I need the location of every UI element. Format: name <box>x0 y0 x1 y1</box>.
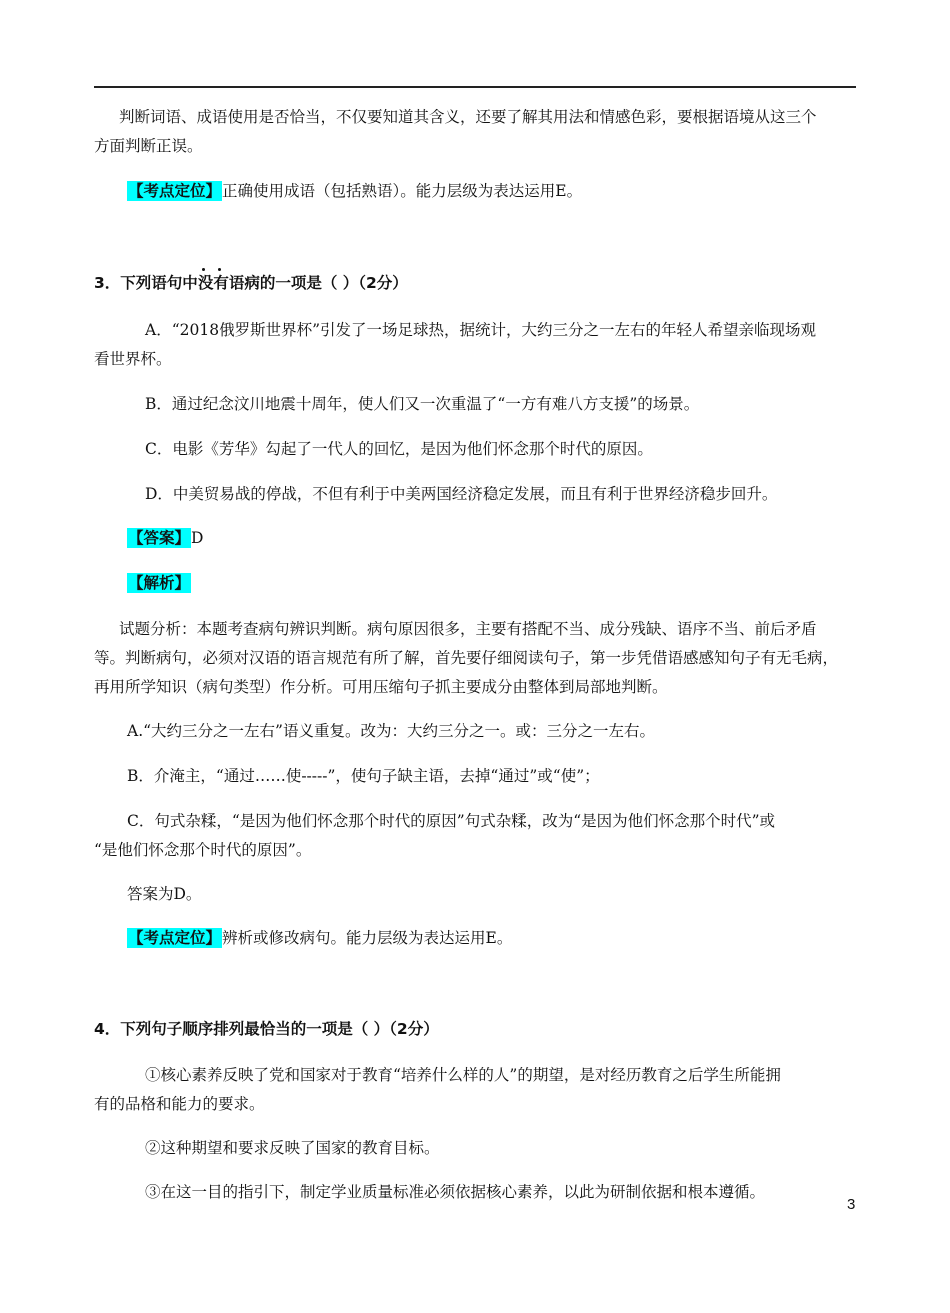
option-d: D．中美贸易战的停战，不但有利于中美两国经济稳定发展，而且有利于世界经济稳步回升。 <box>145 485 778 503</box>
sentence-1-line-1: ①核心素养反映了党和国家对于教育“培养什么样的人”的期望，是对经历教育之后学生所能拥 <box>145 1066 781 1084</box>
analysis-line-2: 等。判断病句，必须对汉语的语言规范有所了解，首先要仔细阅读句子，第一步凭借语感感知句子有无毛病， <box>94 649 839 667</box>
option-a-line-1: A．“2018俄罗斯世界杯”引发了一场足球热，据统计，大约三分之一左右的年轻人希望亲临现场观 <box>145 321 816 339</box>
question-4-title: 4．下列句子顺序排列最恰当的一项是（ ）（2分） <box>94 1020 439 1038</box>
question-3-title <box>94 273 408 293</box>
analysis-tag: 【解析】 <box>128 574 191 592</box>
intro-line-2: 方面判断正误。 <box>94 137 203 155</box>
sentence-3: ③在这一目的指引下，制定学业质量标准必须依据核心素养，以此为研制依据和根本遵循。 <box>145 1183 766 1201</box>
answer-tag: 【答案】 <box>128 529 191 547</box>
header-rule <box>94 86 856 88</box>
kaodian-tag: 【考点定位】 <box>128 182 222 200</box>
question-3-pre: 下列语句中 <box>120 274 198 292</box>
kaodian-2 <box>127 928 512 948</box>
page-number: 3 <box>847 1196 856 1213</box>
explain-c-line-1: C．句式杂糅，“是因为他们怀念那个时代的原因”句式杂糅，改为“是因为他们怀念那个时代”或 <box>127 812 776 830</box>
analysis-heading <box>127 573 191 593</box>
answer <box>127 528 203 548</box>
explain-b: B．介淹主，“通过……使-----”，使句子缺主语，去掉“通过”或“使”； <box>127 767 600 785</box>
intro-line-1: 判断词语、成语使用是否恰当，不仅要知道其含义，还要了解其用法和情感色彩，要根据语境从这三个 <box>119 108 817 126</box>
explain-c-line-2: “是他们怀念那个时代的原因”。 <box>94 841 312 859</box>
option-c: C．电影《芳华》勾起了一代人的回忆，是因为他们怀念那个时代的原因。 <box>145 440 653 458</box>
analysis-line-3: 再用所学知识（病句类型）作分析。可用压缩句子抓主要成分由整体到局部地判断。 <box>94 678 668 696</box>
option-b: B．通过纪念汶川地震十周年，使人们又一次重温了“一方有难八方支援”的场景。 <box>145 395 700 413</box>
option-a-line-2: 看世界杯。 <box>94 350 172 368</box>
kaodian-text: 正确使用成语（包括熟语）。能力层级为表达运用E。 <box>222 182 583 200</box>
kaodian-text: 辨析或修改病句。能力层级为表达运用E。 <box>222 929 513 947</box>
sentence-1-line-2: 有的品格和能力的要求。 <box>94 1095 265 1113</box>
answer-value: D <box>191 529 204 547</box>
conclusion: 答案为D。 <box>127 885 202 903</box>
emphasis-dots: 没有 <box>197 274 229 292</box>
analysis-line-1: 试题分析：本题考查病句辨识判断。病句原因很多，主要有搭配不当、成分残缺、语序不当、前后矛盾 <box>119 620 817 638</box>
explain-a: A.“大约三分之一左右”语义重复。改为：大约三分之一。或：三分之一左右。 <box>127 722 655 740</box>
kaodian-tag: 【考点定位】 <box>128 929 222 947</box>
sentence-2: ②这种期望和要求反映了国家的教育目标。 <box>145 1139 440 1157</box>
kaodian-1 <box>127 181 582 201</box>
question-3-number: 3． <box>94 274 121 292</box>
question-3-post: 语病的一项是（ ）（2分） <box>228 274 408 292</box>
